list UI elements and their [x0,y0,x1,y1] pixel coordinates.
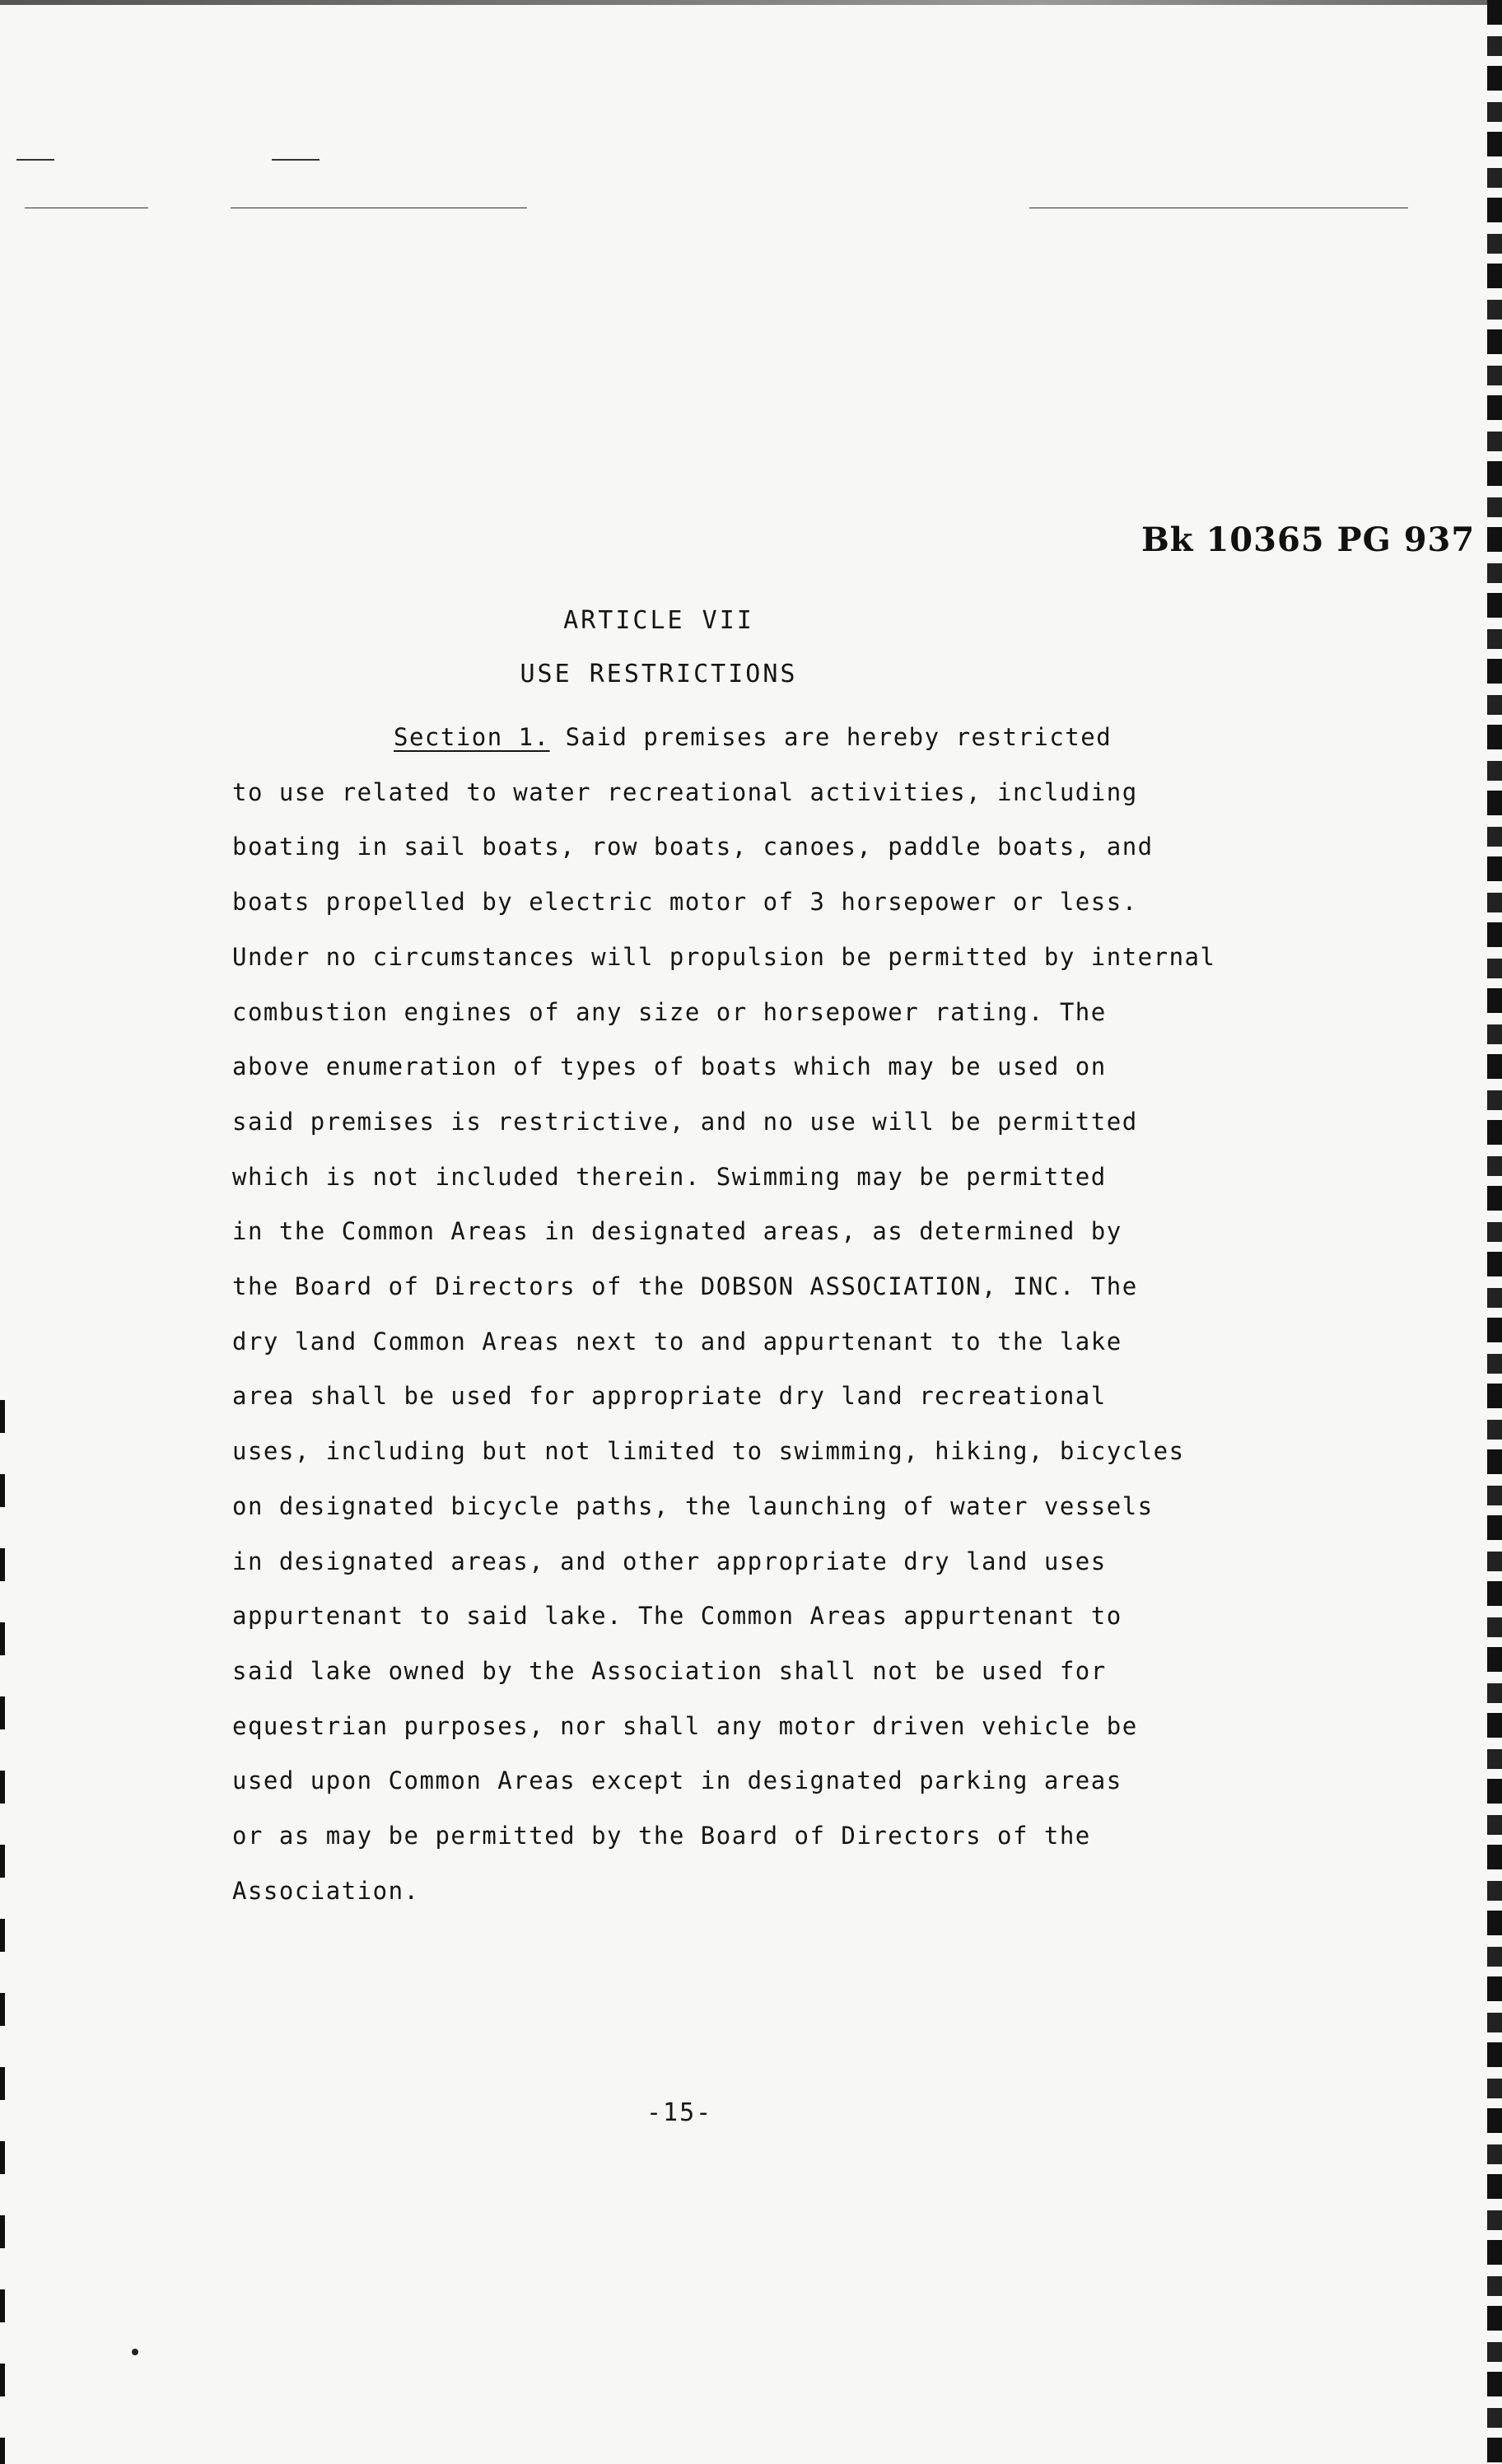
body-line: in designated areas, and other appropriate dry land uses [232,1547,1107,1575]
article-subtitle: USE RESTRICTIONS [520,660,798,688]
scan-top-edge [0,0,1487,5]
body-line: or as may be permitted by the Board of Directors of the [232,1822,1091,1850]
body-line: Association. [232,1876,420,1905]
body-line: said premises is restrictive, and no use will be permitted [232,1107,1138,1136]
scan-mark [272,159,320,161]
body-line: boats propelled by electric motor of 3 horsepower or less. [232,888,1138,917]
body-line: which is not included therein. Swimming may be permitted [232,1162,1107,1191]
body-line: boating in sail boats, row boats, canoes, paddle boats, and [232,833,1154,861]
section-body [232,710,1303,1918]
body-line: to use related to water recreational activities, including [232,777,1138,806]
body-line: Under no circumstances will propulsion be permitted by internal [232,942,1216,971]
scan-right-edge [1487,0,1502,2464]
book-page-reference-stamp: Bk 10365 PG 937 [1141,520,1476,559]
body-line: on designated bicycle paths, the launching of water vessels [232,1491,1154,1520]
body-line: the Board of Directors of the DOBSON ASSOCIATION, INC. The [232,1272,1138,1301]
body-line: uses, including but not limited to swimming, hiking, bicycles [232,1437,1185,1466]
body-line: used upon Common Areas except in designated parking areas [232,1766,1122,1795]
body-line: appurtenant to said lake. The Common Areas appurtenant to [232,1602,1122,1631]
scan-speck [132,2349,138,2355]
first-line-text: Said premises are hereby restricted [565,723,1113,751]
section-label: Section 1. [394,723,550,751]
article-title: ARTICLE VII [563,606,754,635]
body-line: area shall be used for appropriate dry land recreational [232,1382,1107,1411]
body-line: combustion engines of any size or horsepower rating. The [232,997,1107,1026]
scan-left-edge [0,1400,5,2464]
body-line: equestrian purposes, nor shall any motor driven vehicle be [232,1711,1138,1740]
body-line: above enumeration of types of boats which may be used on [232,1052,1107,1081]
scan-mark [16,159,54,161]
page-number: -15- [646,2098,713,2127]
section-first-line [232,710,1303,765]
body-line: in the Common Areas in designated areas, as determined by [232,1217,1122,1246]
body-line: said lake owned by the Association shall not be used for [232,1656,1107,1685]
body-line: dry land Common Areas next to and appurtenant to the lake [232,1327,1122,1356]
